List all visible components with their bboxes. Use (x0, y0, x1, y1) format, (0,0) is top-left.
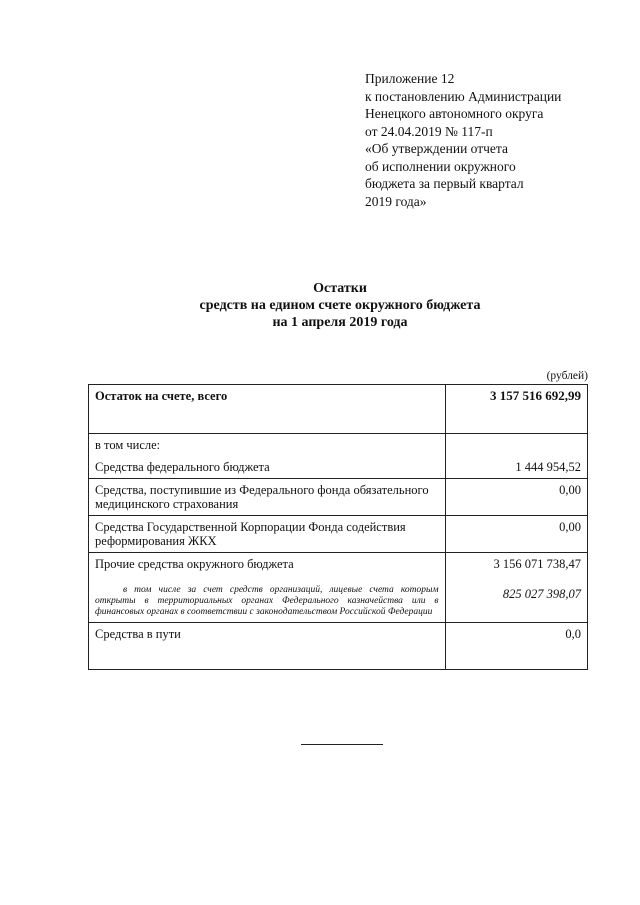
transit-value: 0,0 (445, 623, 587, 670)
gk-value: 0,00 (445, 516, 587, 553)
title-line-1: Остатки (313, 281, 367, 296)
other-note: в том числе за счет средств организаций, лицевые счета которым открыты в территориальных органах Федерального казначейства или в финансовых органах в соответствии с законодательством Российской Федерации (95, 585, 439, 617)
total-value: 3 157 516 692,99 (445, 385, 587, 434)
other-label: Прочие средства окружного бюджета (95, 557, 294, 571)
ffoms-value: 0,00 (445, 479, 587, 516)
other-value: 3 156 071 738,47 (493, 557, 581, 571)
table-row-transit (89, 623, 588, 670)
including-label: в том числе: (95, 438, 161, 452)
units-label: (рублей) (546, 370, 588, 382)
balance-table (88, 384, 588, 670)
gk-label: Средства Государственной Корпорации Фонда содействия реформирования ЖКХ (89, 516, 446, 553)
table-row-gk (89, 516, 588, 553)
other-note-value: 825 027 398,07 (502, 587, 581, 601)
ffoms-label: Средства, поступившие из Федерального фонда обязательного медицинского страхования (89, 479, 446, 516)
federal-value: 1 444 954,52 (515, 460, 581, 474)
table-row-total (89, 385, 588, 434)
annex-line: 2019 года» (365, 193, 427, 209)
annex-line: Приложение 12 (365, 71, 455, 86)
federal-label: Средства федерального бюджета (95, 460, 270, 474)
table-row-ffoms (89, 479, 588, 516)
annex-line: к постановлению Администрации (365, 88, 562, 104)
annex-line: Ненецкого автономного округа (365, 106, 544, 121)
transit-label: Средства в пути (89, 623, 446, 670)
document-title (0, 280, 640, 331)
annex-line: от 24.04.2019 № 117-п (365, 123, 493, 139)
annex-header (365, 70, 605, 210)
table-row-other (89, 553, 588, 623)
annex-line: «Об утверждении отчета (365, 141, 508, 156)
title-line-3: на 1 апреля 2019 года (272, 315, 408, 330)
annex-line: бюджета за первый квартал (365, 176, 524, 191)
title-line-2: средств на едином счете окружного бюджета (199, 298, 481, 313)
total-label: Остаток на счете, всего (89, 385, 446, 434)
table-row-federal (89, 434, 588, 479)
end-divider (301, 744, 383, 745)
annex-line: об исполнении окружного (365, 158, 516, 174)
